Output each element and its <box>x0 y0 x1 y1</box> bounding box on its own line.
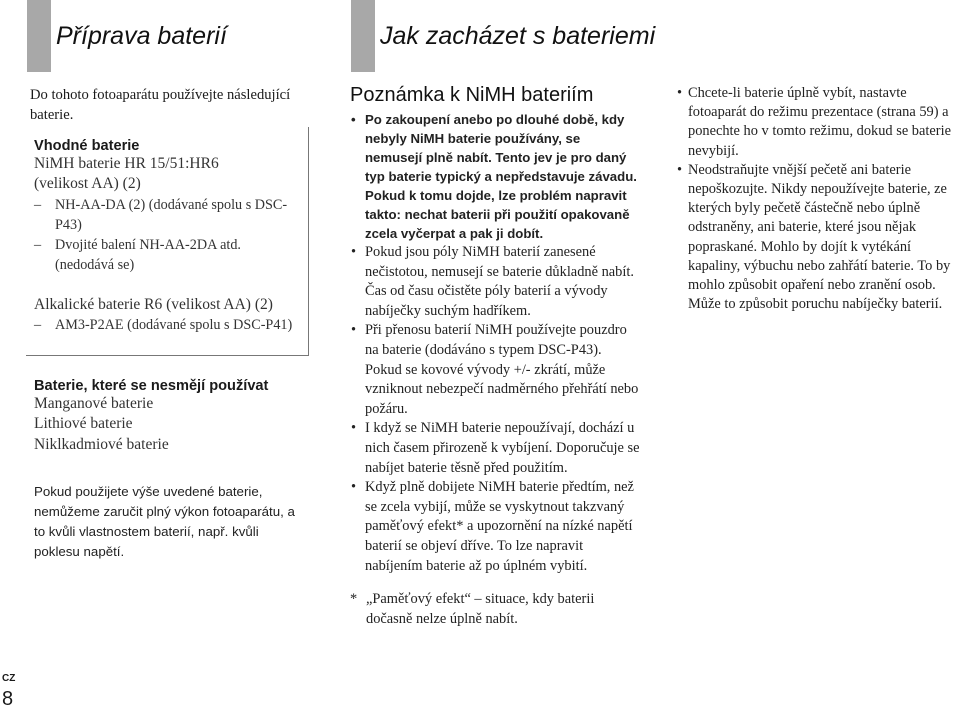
header-tab-right <box>351 0 375 72</box>
forbidden-title: Baterie, které se nesmějí používat <box>34 378 269 394</box>
list-item: • Když plně dobijete NiMH baterie předtím, než se zcela vybijí, může se vyskytnout takzvaný paměťový efekt* a upozornění na nízké napětí baterií se objeví dříve. To lze napravit nabíjením baterie až po úplném vybití. <box>351 479 634 574</box>
suitable-title: Vhodné baterie <box>34 138 140 154</box>
footnote-mark: * <box>350 591 358 607</box>
footnote <box>350 590 630 629</box>
forbidden-batteries-box <box>26 372 308 464</box>
right-bullet-list <box>677 84 959 314</box>
alkaline-line: Alkalické baterie R6 (velikost AA) (2) <box>34 295 273 313</box>
list-item: • Po zakoupení anebo po dlouhé době, kdy nebyly NiMH baterie používány, se nemusejí plně nabít. Tento jev je pro daný typ baterie typický a nepředstavuje závadu. Pokud k tomu dojde, lze problém napravit takto: nechat baterii při použití opakovaně zcela vyčerpat a pak ji dobít. <box>351 112 637 241</box>
language-code: CZ <box>2 673 16 684</box>
nimh-note-list <box>350 110 640 576</box>
lead-paragraph: Do tohoto fotoaparátu používejte následující baterie. <box>30 87 291 123</box>
list-item: • Neodstraňujte vnější pečetě ani baterie nepoškozujte. Nikdy nepoužívejte baterie, ze kterých byly pečetě částečně nebo úplně odstraněny, ani baterie, které jsou nějak popraskané. Mohlo by dojít k vytékání kapaliny, výbuchu nebo zahřátí baterie. To by mohlo způsobit opaření nebo zranění osob. Může to způsobit poruchu nabíječky baterií. <box>677 161 951 313</box>
warning-paragraph: Pokud použijete výše uvedené baterie, nemůžeme zaručit plný výkon fotoaparátu, a to kvůli vlastnostem baterií, např. kvůli poklesu napětí. <box>34 484 295 559</box>
header-title-right: Jak zacházet s bateriemi <box>380 22 656 50</box>
nimh-line-2: (velikost AA) (2) <box>34 175 141 193</box>
forbidden-item-3: Niklkadmiové baterie <box>34 435 169 453</box>
nimh-line-1: NiMH baterie HR 15/51:HR6 <box>34 155 219 172</box>
alkaline-sub-item: – AM3-P2AE (dodávané spolu s DSC-P41) <box>34 316 293 333</box>
nimh-note-title: Poznámka k NiMH bateriím <box>350 84 594 106</box>
footnote-text: „Paměťový efekt“ – situace, kdy baterii dočasně nelze úplně nabít. <box>366 591 595 627</box>
page-number: 8 <box>2 688 14 710</box>
forbidden-item-2: Lithiové baterie <box>34 415 133 433</box>
header-tab-left <box>27 0 51 72</box>
list-item: • I když se NiMH baterie nepoužívají, dochází u nich časem přirozeně k vybíjení. Doporučuje se nabíjet baterie těsně před použitím. <box>351 420 640 476</box>
suitable-batteries-box <box>26 127 309 356</box>
nimh-sub-item-2: – Dvojité balení NH-AA-2DA atd. <box>34 236 241 253</box>
forbidden-item-1: Manganové baterie <box>34 395 154 412</box>
list-item: • Chcete-li baterie úplně vybít, nastavte fotoaparát do režimu prezentace (strana 59) a ponechte ho v tomto režimu, dokud se baterie nevybijí. <box>677 85 951 159</box>
header-title-left: Příprava baterií <box>56 22 227 50</box>
nimh-sub-item-1: – NH-AA-DA (2) (dodávané spolu s DSC-P43) <box>34 196 288 233</box>
list-item: • Pokud jsou póly NiMH baterií zanesené nečistotou, nemusejí se baterie důkladně nabít. Čas od času očistěte póly baterií a vývody nabíječky suchým hadříkem. <box>351 244 634 319</box>
nimh-sub-item-2-note: (nedodává se) <box>55 256 135 273</box>
list-item: • Při přenosu baterií NiMH používejte pouzdro na baterie (dodáváno s typem DSC-P43). Pokud se kovové vývody +/- zkrátí, může vzniknout nebezpečí nadměrného přehřátí nebo požáru. <box>351 322 639 417</box>
